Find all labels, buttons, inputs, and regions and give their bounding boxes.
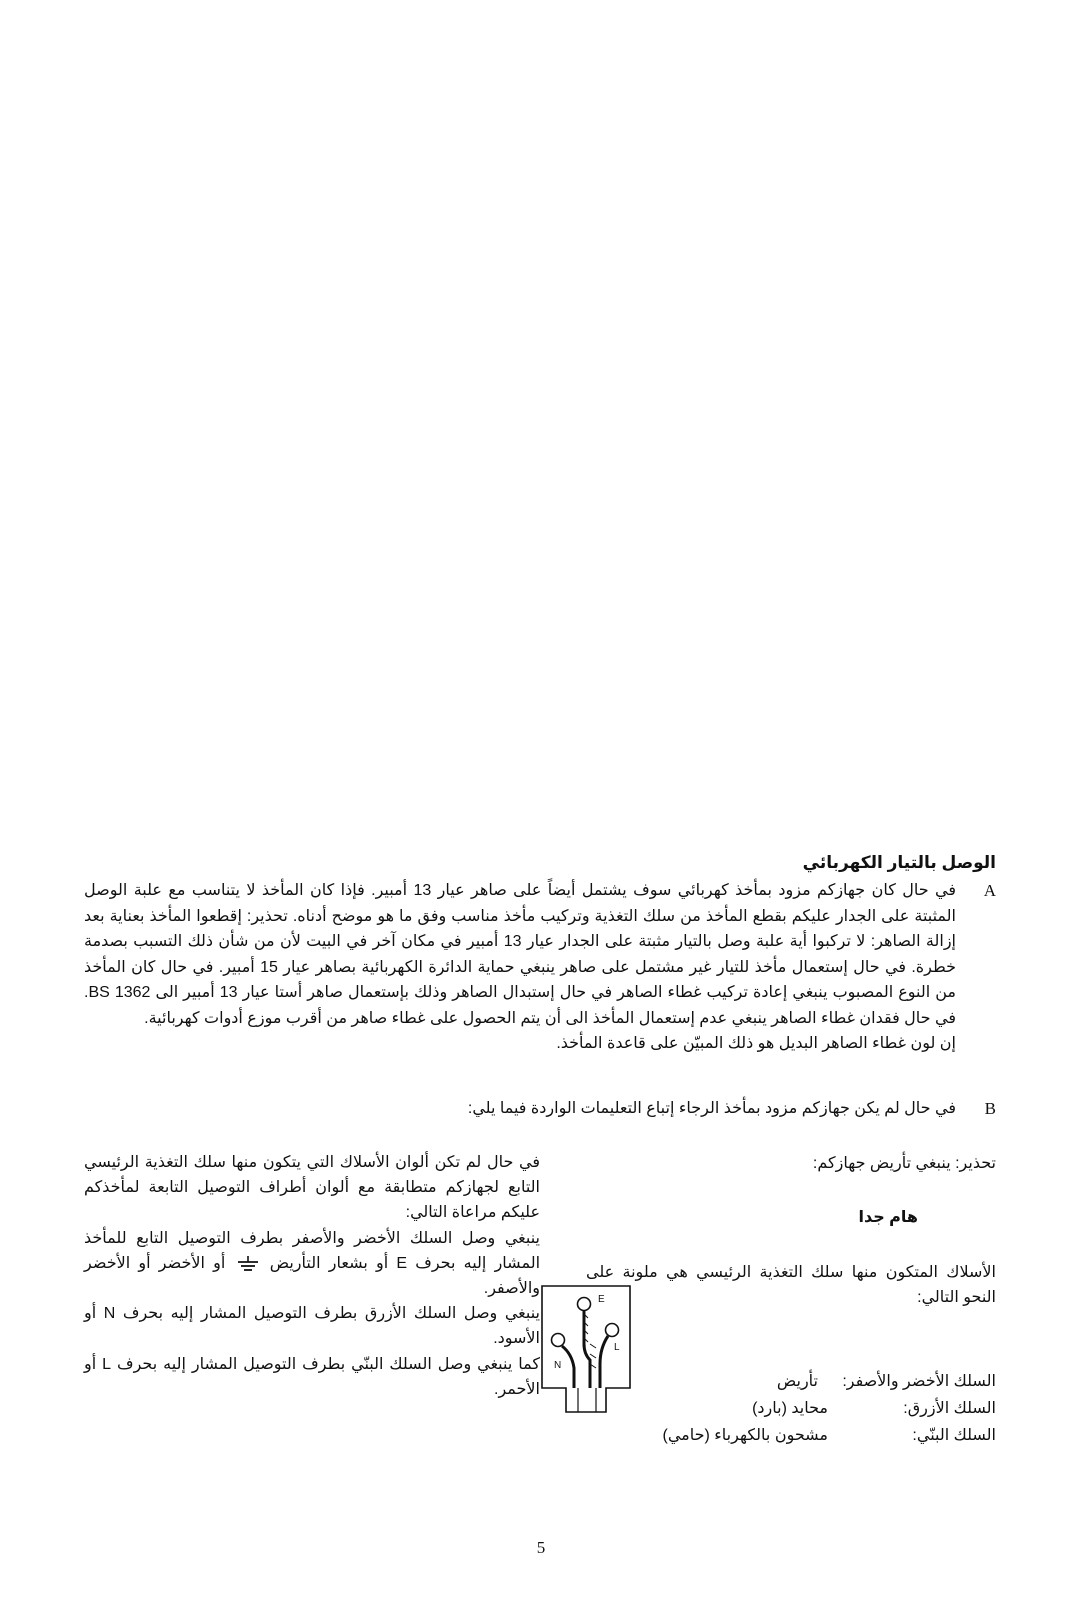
section-heading: الوصل بالتيار الكهربائي — [802, 853, 996, 872]
wire-label: السلك البنّي: — [912, 1427, 996, 1444]
plug-wiring-diagram — [540, 1284, 632, 1416]
wire-value: محايد (بارد) — [752, 1400, 828, 1417]
section-a-text: في حال كان جهازكم مزود بمأخذ كهربائي سوف يشتمل أيضاً على صاهر عيار 13 أمبير. فإذا كان المأخذ لا يتناسب مع علبة الوصل المثبتة على الجدار عليكم بقطع المأخذ من سلك التغذية وتركيب مأخذ مناسب وفق ما هو موضح أدناه. تحذير: إقطعوا المأخذ بعناية بعد إزالة الصاهر: لا تركبوا أية علبة وصل بالتيار مثبتة على الجدار عيار 13 أمبير في مكان آخر في البيت لأن من شأن ذلك التسبب بصدمة خطرة. في حال إستعمال مأخذ للتيار غير مشتمل على صاهر ينبغي حماية الدائرة الكهربائية بصاهر عيار 15 أمبير. في حال كان المأخذ من النوع المصبوب ينبغي إعادة تركيب غطاء الصاهر في حال إستبدال الصاهر وذلك بإستعمال صاهر أستا عيار 13 أمبير الى BS 1362. في حال فقدان غطاء الصاهر ينبغي عدم إستعمال المأخذ الى أن يتم الحصول على غطاء صاهر من أقرب موزع أدوات كهربائية. — [84, 882, 957, 1027]
wires-intro: الأسلاك المتكون منها سلك التغذية الرئيسي هي ملونة على النحو التالي: — [586, 1264, 996, 1306]
earthing-warning: تحذير: ينبغي تأريض جهازكم: — [812, 1155, 996, 1172]
wire-value: تأريض — [776, 1373, 818, 1390]
wire-row-live — [586, 1424, 996, 1448]
neutral-terminal-letter: N — [554, 1360, 562, 1371]
wire-label: السلك الأخضر والأصفر: — [842, 1373, 996, 1390]
wire-row-earth — [586, 1370, 996, 1394]
section-a — [84, 878, 996, 1057]
instructions-earth — [84, 1226, 540, 1302]
instructions-live: كما ينبغي وصل السلك البنّي بطرف التوصيل المشار إليه بحرف L أو الأحمر. — [84, 1355, 540, 1398]
section-b-text: في حال لم يكن جهازكم مزود بمأخذ الرجاء إتباع التعليمات الواردة فيما يلي: — [467, 1100, 956, 1117]
instructions-earth-tail: أو الأخضر أو الأخضر والأصفر. — [84, 1254, 540, 1298]
page-number: 5 — [536, 1538, 546, 1557]
live-terminal-letter: L — [614, 1342, 620, 1353]
wire-instructions — [84, 1150, 540, 1402]
section-b — [84, 1096, 996, 1122]
wire-value: مشحون بالكهرباء (حامي) — [662, 1427, 828, 1444]
wire-row-neutral — [586, 1397, 996, 1421]
section-a-last-line: إن لون غطاء الصاهر البديل هو ذلك المبيّن على قاعدة المأخذ. — [556, 1035, 956, 1052]
important-label: هام جدا — [858, 1209, 918, 1226]
instructions-earth-text: ينبغي وصل السلك الأخضر والأصفر بطرف التوصيل التابع للمأخذ المشار إليه بحرف E أو بشعار التأريض — [84, 1229, 541, 1272]
wire-label: السلك الأزرق: — [903, 1400, 996, 1417]
instructions-intro: في حال لم تكن ألوان الأسلاك التي يتكون منها سلك التغذية الرئيسي التابع لجهازكم متطابقة مع ألوان أطراف التوصيل التابعة لمأخذكم عليكم مراعاة التالي: — [84, 1154, 541, 1222]
section-a-marker: A — [983, 881, 996, 900]
section-b-marker: B — [984, 1099, 996, 1118]
section-a-body — [84, 878, 956, 1057]
earth-terminal-letter: E — [598, 1294, 605, 1305]
earth-symbol-icon — [237, 1256, 259, 1272]
section-b-body — [84, 1096, 956, 1122]
instructions-neutral: ينبغي وصل السلك الأزرق بطرف التوصيل المشار إليه بحرف N أو الأسود. — [84, 1305, 540, 1348]
